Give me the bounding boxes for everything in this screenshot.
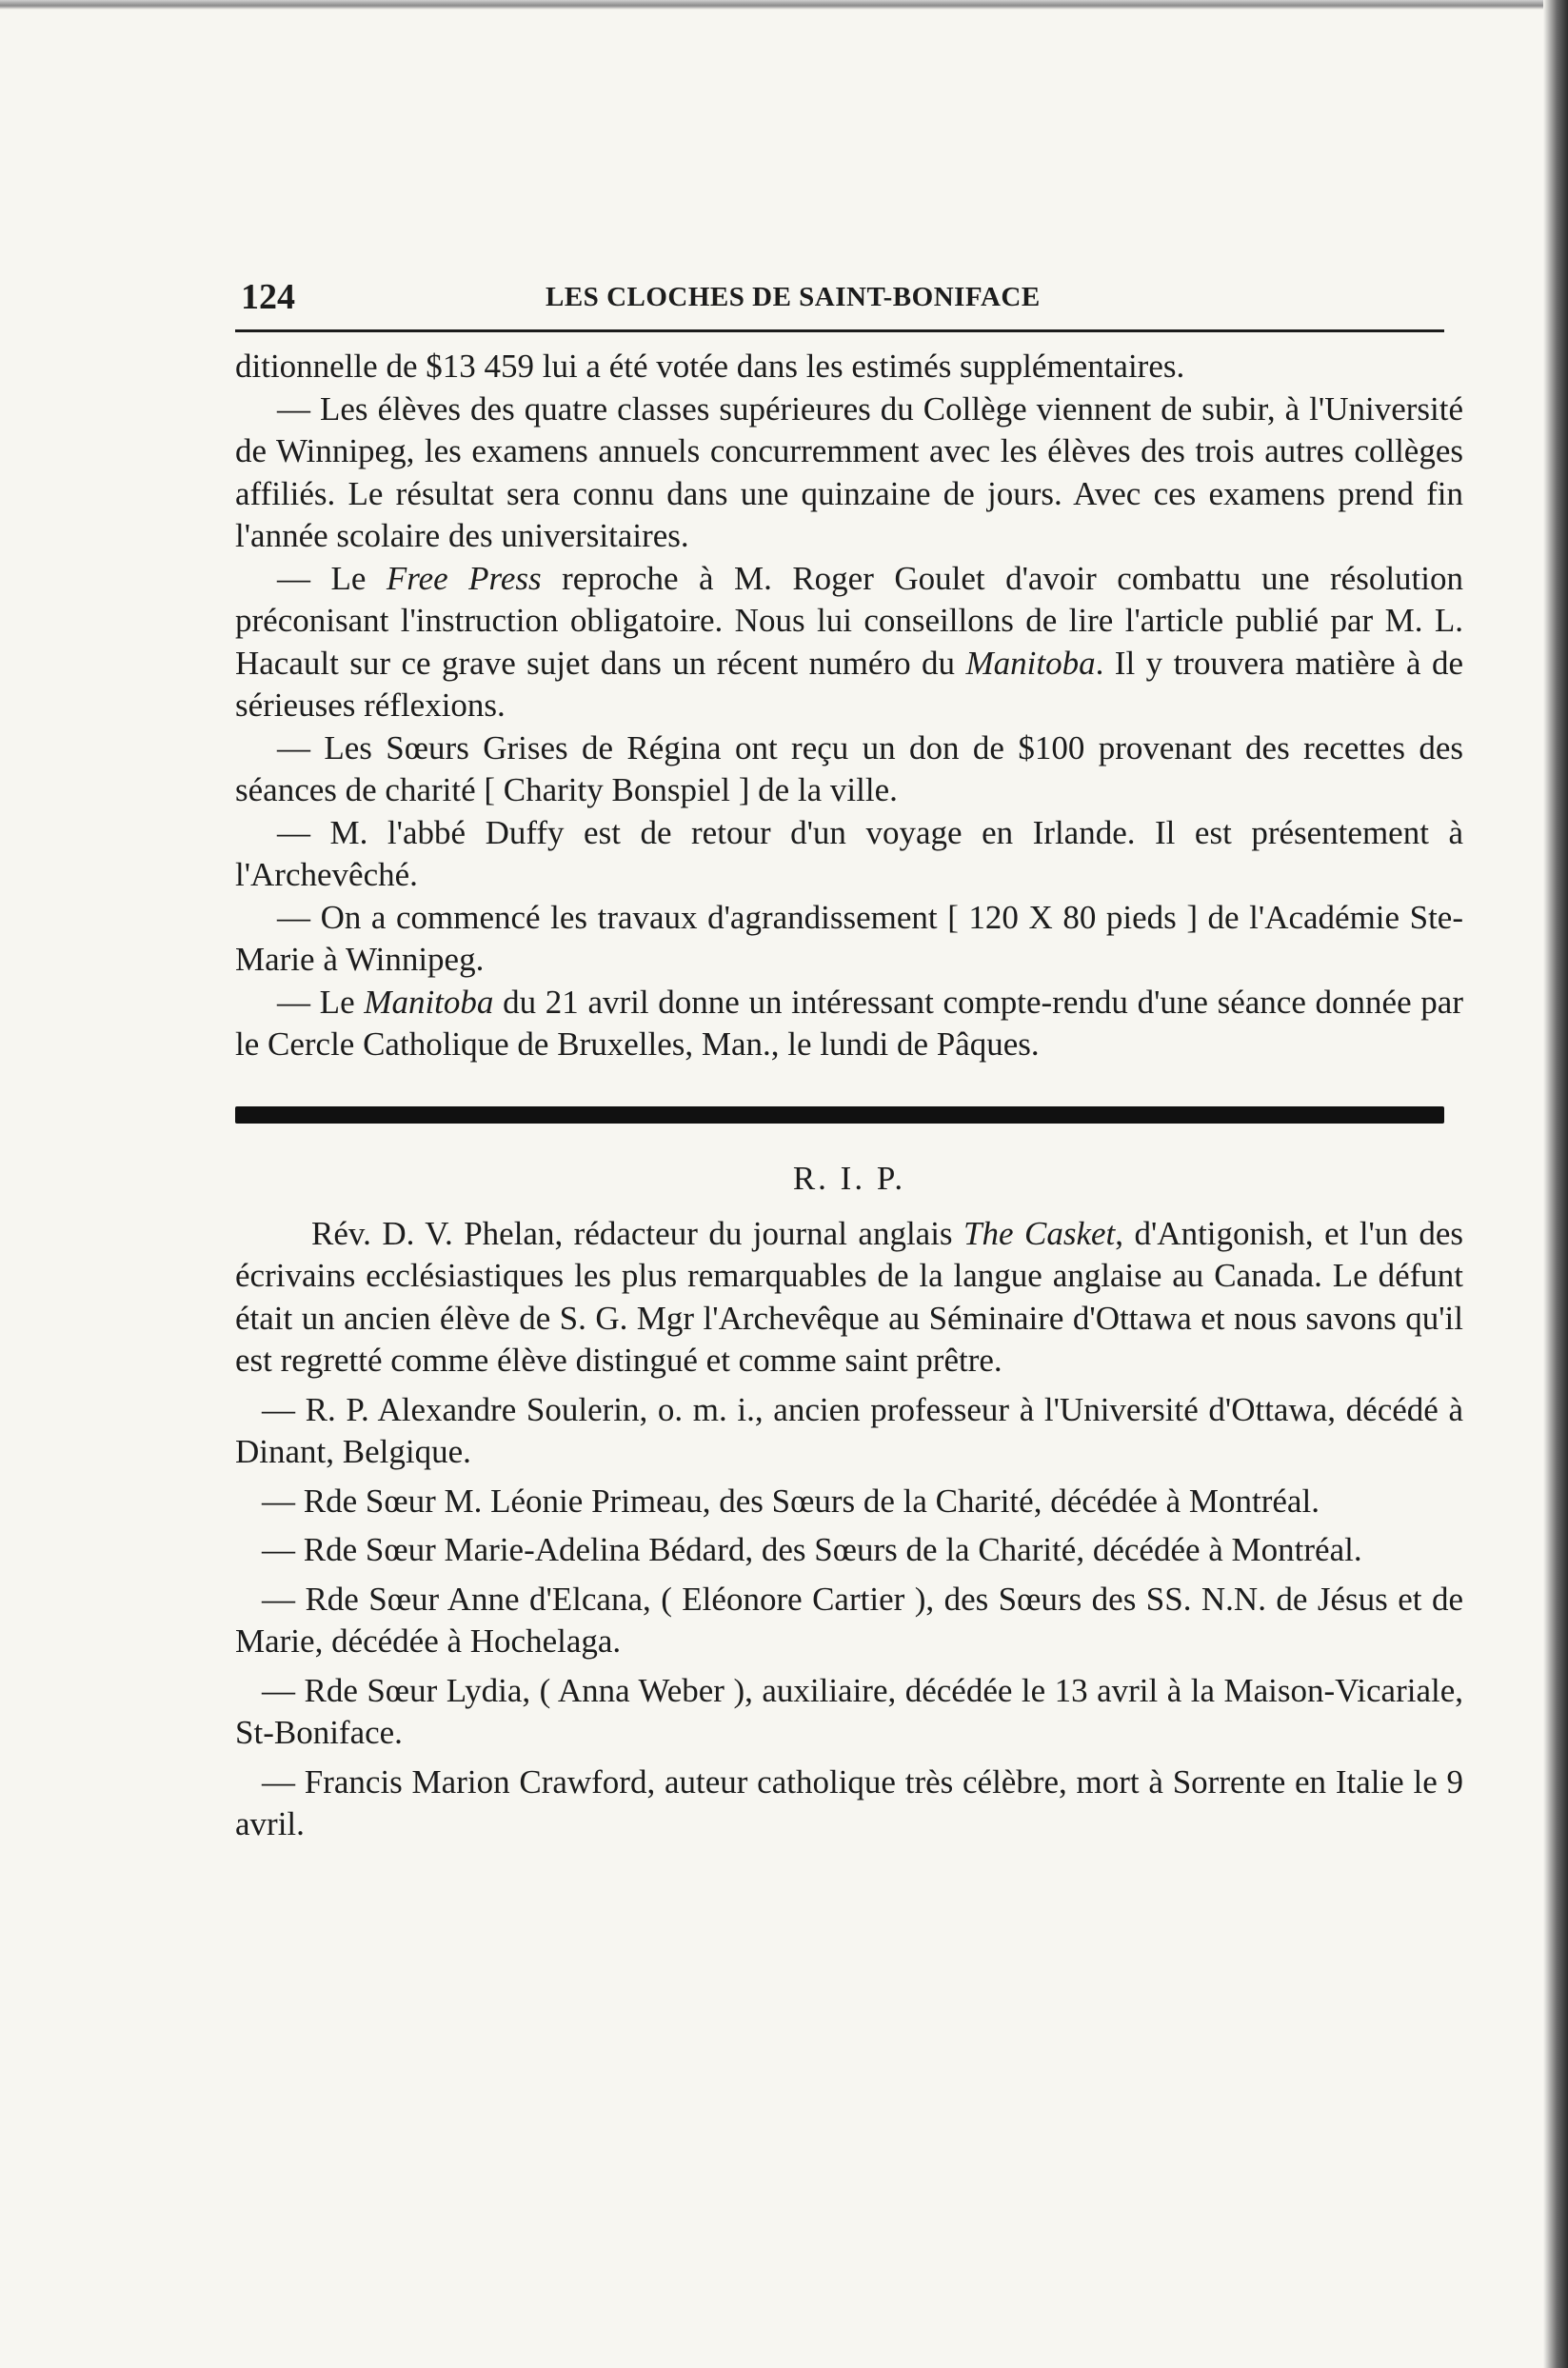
newspaper-title: Manitoba bbox=[965, 644, 1096, 682]
news-paragraph: — M. l'abbé Duffy est de retour d'un voyage en Irlande. Il est présentement à l'Archevêché. bbox=[235, 813, 1463, 893]
news-paragraph: — Les élèves des quatre classes supérieures du Collège viennent de subir, à l'Université de Winnipeg, les examens annuels concurremment avec les élèves des trois autres collèges affiliés. Le résultat sera connu dans une quinzaine de jours. Avec ces examens prend fin l'année scolaire des universitaires. bbox=[235, 389, 1463, 554]
rip-heading: R. I. P. bbox=[792, 1159, 906, 1197]
text-run: . Il y trouvera matière à de sérieuses réflexions. bbox=[235, 644, 1464, 724]
news-paragraph: — Les Sœurs Grises de Régina ont reçu un don de $100 provenant des recettes des séances de charité [ Charity Bonspiel ] de la ville. bbox=[235, 728, 1463, 808]
obituaries-section bbox=[235, 1213, 1463, 1846]
obituary-entry: — R. P. Alexandre Soulerin, o. m. i., ancien professeur à l'Université d'Ottawa, décédé à Dinant, Belgique. bbox=[235, 1390, 1463, 1470]
book-page bbox=[235, 276, 1463, 1853]
news-paragraph: — On a commencé les travaux d'agrandissement [ 120 X 80 pieds ] de l'Académie Ste-Marie à Winnipeg. bbox=[235, 898, 1463, 978]
running-title: LES CLOCHES DE SAINT-BONIFACE bbox=[546, 282, 1041, 312]
text-run: — Le bbox=[277, 559, 387, 597]
page-number: 124 bbox=[241, 277, 295, 317]
obituary-entry: — Rde Sœur Anne d'Elcana, ( Eléonore Cartier ), des Sœurs des SS. N.N. de Jésus et de Marie, décédée à Hochelaga. bbox=[235, 1580, 1463, 1660]
header-rule bbox=[235, 329, 1444, 332]
scan-binding-edge bbox=[1543, 0, 1568, 2368]
section-divider bbox=[235, 1106, 1444, 1124]
obituary-entry: — Francis Marion Crawford, auteur catholique très célèbre, mort à Sorrente en Italie le 9 avril. bbox=[235, 1762, 1463, 1842]
text-run: — Le bbox=[277, 983, 365, 1021]
newspaper-title: Manitoba bbox=[364, 983, 494, 1021]
text-run: reproche à M. Roger Goulet d'avoir combattu une résolution préconisant l'instruction obligatoire. Nous lui conseillons de lire l'article publié par M. L. Hacault sur ce grave sujet dans un récent numéro du bbox=[235, 559, 1464, 682]
news-section bbox=[235, 346, 1463, 1066]
news-paragraph: ditionnelle de $13 459 lui a été votée dans les estimés supplémentaires. bbox=[235, 348, 1185, 385]
obituary-entry: — Rde Sœur Lydia, ( Anna Weber ), auxiliaire, décédée le 13 avril à la Maison-Vicariale, St-Boniface. bbox=[235, 1671, 1463, 1751]
news-paragraph bbox=[235, 982, 1463, 1066]
text-run: du 21 avril donne un intéressant compte-rendu d'une séance donnée par le Cercle Catholique de Bruxelles, Man., le lundi de Pâques. bbox=[235, 983, 1463, 1063]
newspaper-title: Free Press bbox=[386, 559, 542, 597]
text-run: Rév. D. V. Phelan, rédacteur du journal anglais bbox=[311, 1214, 964, 1252]
text-run: , d'Antigonish, et l'un des écrivains ecclésiastiques les plus remarquables de la langue anglaise au Canada. Le défunt était un ancien élève de S. G. Mgr l'Archevêque au Séminaire d'Ottawa et nous savons qu'il est regretté comme élève distingué et comme saint prêtre. bbox=[235, 1214, 1463, 1379]
news-paragraph bbox=[235, 558, 1463, 727]
newspaper-title: The Casket bbox=[963, 1214, 1116, 1252]
obituary-entry: — Rde Sœur M. Léonie Primeau, des Sœurs de la Charité, décédée à Montréal. bbox=[262, 1482, 1320, 1520]
obituary-entry bbox=[235, 1213, 1463, 1383]
obituary-entry: — Rde Sœur Marie-Adelina Bédard, des Sœurs de la Charité, décédée à Montréal. bbox=[262, 1531, 1362, 1568]
running-header bbox=[235, 276, 1463, 329]
scan-top-edge bbox=[0, 0, 1568, 10]
